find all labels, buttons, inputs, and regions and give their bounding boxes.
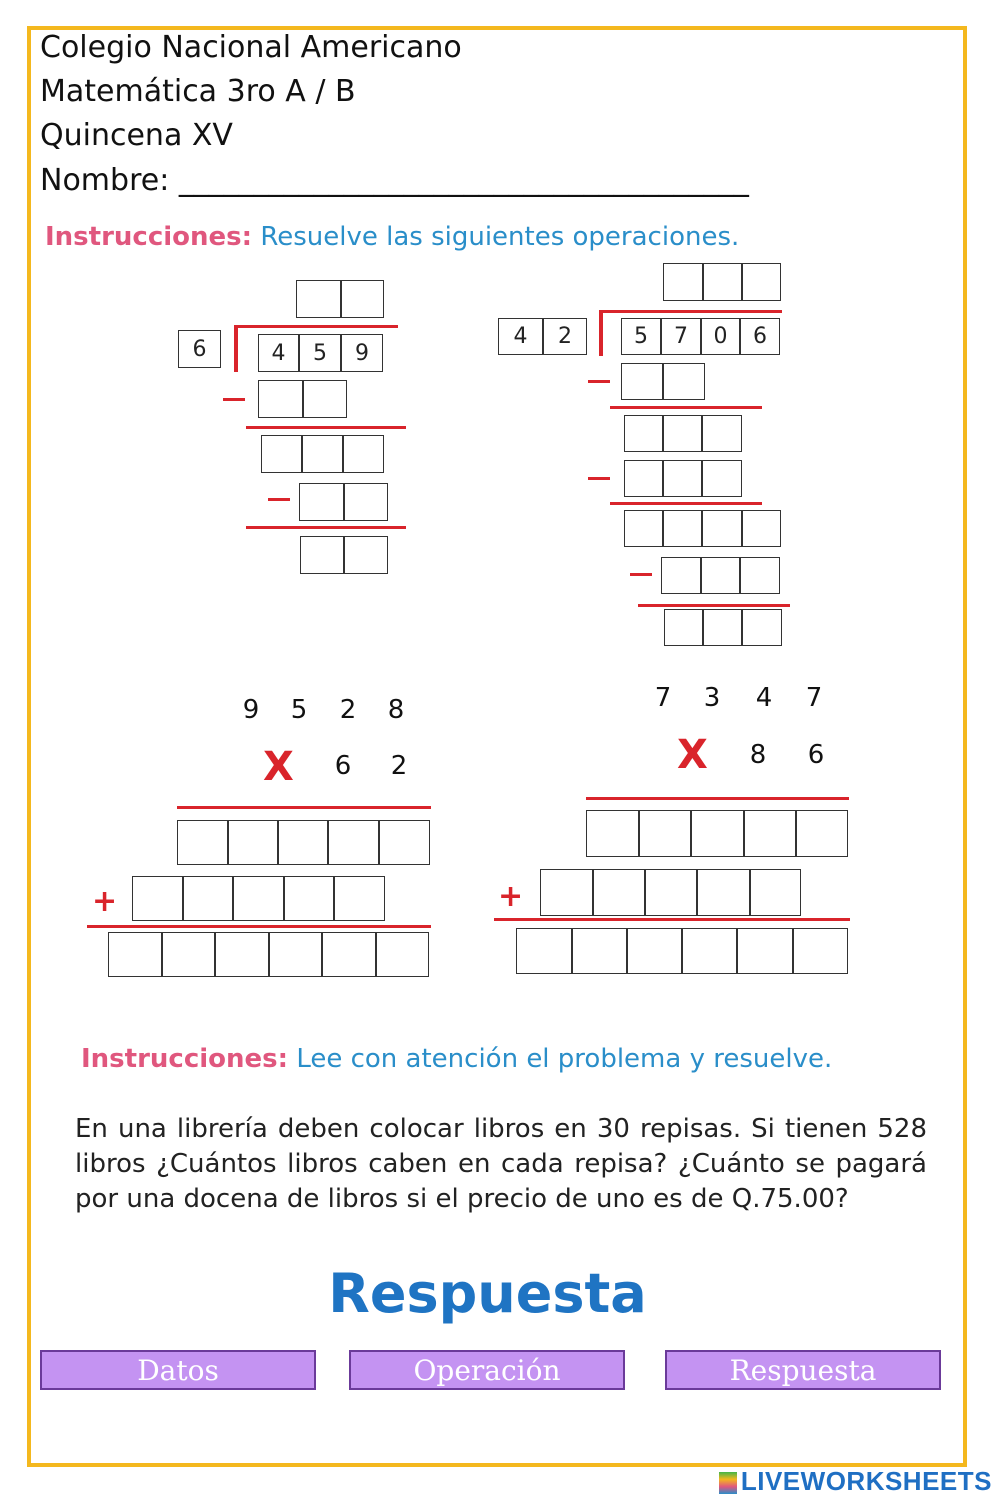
multiplicand-digit: 7: [805, 683, 823, 713]
sum-line: [494, 918, 850, 921]
dividend-digit: 4: [258, 334, 299, 372]
division-bracket: [599, 310, 603, 356]
work-box[interactable]: [261, 435, 302, 473]
multiplier-digit: 6: [807, 740, 825, 770]
work-box[interactable]: [701, 557, 740, 594]
work-box[interactable]: [663, 510, 702, 547]
answer-title: Respuesta: [328, 1262, 647, 1325]
work-box[interactable]: [663, 415, 702, 452]
remainder-box[interactable]: [742, 609, 782, 646]
product-line: [586, 797, 849, 800]
division-bracket: [234, 325, 238, 372]
instructions-label: Instrucciones:: [45, 222, 253, 252]
instructions-label: Instrucciones:: [81, 1044, 289, 1074]
partial-product-box[interactable]: [183, 876, 233, 921]
work-box[interactable]: [344, 483, 388, 521]
partial-product-box[interactable]: [540, 869, 593, 916]
partial-product-box[interactable]: [593, 869, 645, 916]
minus-sign: [223, 398, 245, 401]
respuesta-button[interactable]: Respuesta: [665, 1350, 941, 1390]
name-line: Nombre: ______________________________________: [40, 163, 749, 198]
remainder-box[interactable]: [300, 536, 344, 574]
remainder-box[interactable]: [664, 609, 703, 646]
dividend-digit: 6: [740, 318, 780, 355]
instructions-1: [45, 222, 739, 252]
partial-product-box[interactable]: [645, 869, 697, 916]
work-box[interactable]: [303, 380, 347, 418]
partial-product-box[interactable]: [744, 810, 796, 857]
subtraction-line: [610, 502, 762, 505]
logo-text: LIVEWORKSHEETS: [740, 1466, 992, 1496]
result-box[interactable]: [162, 932, 215, 977]
work-box[interactable]: [702, 460, 742, 497]
divisor-digit: 6: [178, 330, 221, 368]
dividend-digit: 5: [299, 334, 341, 372]
quotient-box[interactable]: [703, 263, 742, 301]
multiply-sign: X: [263, 744, 294, 790]
multiplicand-digit: 4: [755, 683, 773, 713]
quotient-box[interactable]: [663, 263, 703, 301]
remainder-box[interactable]: [703, 609, 742, 646]
work-box[interactable]: [661, 557, 701, 594]
product-line: [177, 806, 431, 809]
instructions-2: [81, 1044, 832, 1074]
minus-sign: [630, 573, 652, 576]
divisor-digit: 4: [498, 318, 543, 355]
multiply-sign: X: [677, 732, 708, 778]
partial-product-box[interactable]: [334, 876, 385, 921]
multiplicand-digit: 7: [654, 683, 672, 713]
result-box[interactable]: [322, 932, 376, 977]
minus-sign: [588, 380, 610, 383]
division-bracket-top: [234, 325, 398, 328]
plus-sign: +: [92, 884, 118, 919]
subtraction-line: [246, 426, 406, 429]
work-box[interactable]: [742, 510, 781, 547]
result-box[interactable]: [682, 928, 737, 974]
liveworksheets-logo[interactable]: [719, 1466, 992, 1497]
dividend-digit: 5: [621, 318, 661, 355]
division-bracket-top: [599, 310, 782, 313]
subtraction-line: [246, 526, 406, 529]
work-box[interactable]: [258, 380, 303, 418]
sum-line: [87, 925, 431, 928]
instructions-text: Resuelve las siguientes operaciones.: [260, 222, 740, 252]
work-box[interactable]: [702, 510, 742, 547]
result-box[interactable]: [269, 932, 322, 977]
multiplicand-digit: 9: [242, 695, 260, 725]
dividend-digit: 0: [701, 318, 740, 355]
work-box[interactable]: [302, 435, 343, 473]
instructions-text: Lee con atención el problema y resuelve.: [296, 1044, 833, 1074]
result-box[interactable]: [627, 928, 682, 974]
work-box[interactable]: [299, 483, 344, 521]
minus-sign: [268, 498, 290, 501]
multiplicand-digit: 5: [290, 695, 308, 725]
datos-button[interactable]: Datos: [40, 1350, 316, 1390]
result-box[interactable]: [572, 928, 627, 974]
plus-sign: +: [498, 879, 524, 914]
partial-product-box[interactable]: [691, 810, 744, 857]
multiplicand-digit: 8: [387, 695, 405, 725]
partial-product-box[interactable]: [328, 820, 379, 865]
quotient-box[interactable]: [341, 280, 384, 318]
partial-product-box[interactable]: [228, 820, 278, 865]
work-box[interactable]: [624, 460, 663, 497]
problem-text: En una librería deben colocar libros en 30 repisas. Si tienen 528 libros ¿Cuántos libros caben en cada repisa? ¿Cuánto se pagará por una docena de libros si el precio de uno es de Q.75.00?: [75, 1114, 927, 1214]
subject-title: Matemática 3ro A / B: [40, 74, 356, 109]
quotient-box[interactable]: [296, 280, 341, 318]
operacion-button[interactable]: Operación: [349, 1350, 625, 1390]
work-box[interactable]: [663, 363, 705, 400]
dividend-digit: 9: [341, 334, 383, 372]
liveworksheets-icon: [719, 1472, 737, 1494]
partial-product-box[interactable]: [697, 869, 750, 916]
result-box[interactable]: [108, 932, 162, 977]
multiplier-digit: 2: [390, 751, 408, 781]
work-box[interactable]: [702, 415, 742, 452]
result-box[interactable]: [793, 928, 848, 974]
result-box[interactable]: [516, 928, 572, 974]
partial-product-box[interactable]: [379, 820, 430, 865]
work-box[interactable]: [343, 435, 384, 473]
work-box[interactable]: [621, 363, 663, 400]
minus-sign: [588, 477, 610, 480]
result-box[interactable]: [376, 932, 429, 977]
partial-product-box[interactable]: [586, 810, 639, 857]
partial-product-box[interactable]: [796, 810, 848, 857]
work-box[interactable]: [624, 415, 663, 452]
dividend-digit: 7: [661, 318, 701, 355]
multiplicand-digit: 3: [703, 683, 721, 713]
partial-product-box[interactable]: [233, 876, 284, 921]
partial-product-box[interactable]: [750, 869, 801, 916]
multiplier-digit: 6: [334, 751, 352, 781]
work-box[interactable]: [663, 460, 702, 497]
remainder-box[interactable]: [344, 536, 388, 574]
subtraction-line: [638, 604, 790, 607]
period-title: Quincena XV: [40, 118, 233, 153]
divisor-digit: 2: [543, 318, 587, 355]
result-box[interactable]: [215, 932, 269, 977]
multiplier-digit: 8: [749, 740, 767, 770]
partial-product-box[interactable]: [639, 810, 691, 857]
school-name: Colegio Nacional Americano: [40, 30, 462, 65]
partial-product-box[interactable]: [284, 876, 334, 921]
result-box[interactable]: [737, 928, 793, 974]
work-box[interactable]: [624, 510, 663, 547]
partial-product-box[interactable]: [177, 820, 228, 865]
subtraction-line: [610, 406, 762, 409]
multiplicand-digit: 2: [339, 695, 357, 725]
work-box[interactable]: [740, 557, 780, 594]
partial-product-box[interactable]: [278, 820, 328, 865]
partial-product-box[interactable]: [132, 876, 183, 921]
quotient-box[interactable]: [742, 263, 781, 301]
